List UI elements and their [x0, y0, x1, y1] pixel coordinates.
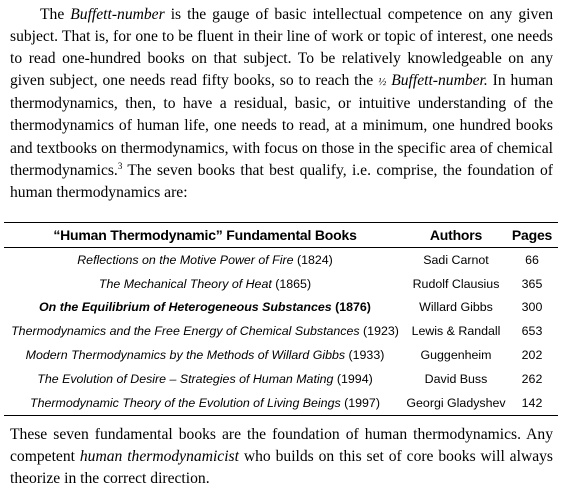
author-cell: Lewis & Randall	[411, 324, 501, 339]
book-title: Thermodynamic Theory of the Evolution of Living Beings	[30, 395, 341, 410]
book-year: (1824)	[296, 252, 333, 267]
table-row	[4, 343, 558, 367]
intro-text-3: In human thermodynamics, then, to have a residual, basic, or intuitive understanding of the thermodynamics of human life, one needs to read, at a minimum, one hundred books and textbooks on thermodynamics, with focus on those in the specific area of chemical thermodynamics.	[10, 72, 553, 179]
header-books: “Human Thermodynamic” Fundamental Books	[4, 223, 406, 248]
author-cell: Rudolf Clausius	[412, 276, 500, 291]
book-title: On the Equilibrium of Heterogeneous Substances	[39, 300, 332, 315]
author-cell: Willard Gibbs	[419, 300, 493, 315]
intro-text-1: The	[40, 6, 71, 23]
pages-cell: 202	[521, 348, 543, 363]
fundamental-books-table	[4, 222, 558, 416]
table-row	[4, 367, 558, 391]
header-authors: Authors	[406, 223, 506, 248]
author-cell: Sadi Carnot	[423, 252, 489, 267]
book-title-cell	[4, 272, 406, 296]
term-half-buffett-number: Buffett-number.	[391, 72, 488, 90]
pages-cell: 142	[506, 391, 558, 415]
pages-cell: 66	[525, 252, 539, 267]
term-human-thermodynamicist: human thermodynamicist	[79, 448, 239, 466]
pages-cell: 300	[521, 300, 543, 315]
table-row	[4, 391, 558, 415]
book-title: The Mechanical Theory of Heat	[98, 276, 272, 291]
book-title-cell	[4, 319, 406, 343]
pages-cell: 653	[521, 324, 543, 339]
pages-cell: 262	[521, 371, 543, 386]
book-title: Thermodynamics and the Free Energy of Chemical Substances	[11, 324, 360, 339]
outro-text-1: These seven fundamental books are the foundation of human thermodynamics. Any competent	[10, 426, 553, 466]
table-row	[4, 296, 558, 320]
conclusion-paragraph	[10, 424, 553, 490]
table-row	[4, 319, 558, 343]
table-row	[4, 272, 558, 296]
book-title: Modern Thermodynamics by the Methods of Willard Gibbs	[25, 348, 346, 363]
intro-text-4: The seven books that best qualify, i.e. comprise, the foundation of human thermodynamics are:	[10, 161, 553, 201]
book-year: (1865)	[275, 276, 312, 291]
book-year: (1923)	[363, 324, 399, 339]
author-cell: Guggenheim	[420, 348, 492, 363]
table-row	[4, 248, 558, 272]
intro-paragraph	[10, 4, 553, 204]
author-cell: David Buss	[424, 371, 488, 386]
book-year: (1933)	[348, 348, 385, 363]
book-title: The Evolution of Desire – Strategies of Human Mating	[37, 371, 334, 386]
author-cell: Georgi Gladyshev	[406, 391, 506, 415]
header-pages: Pages	[506, 223, 558, 248]
book-title: Reflections on the Motive Power of Fire	[77, 252, 294, 267]
book-year: (1994)	[336, 371, 373, 386]
footnote-marker: 3	[117, 160, 123, 171]
book-title-cell	[4, 391, 406, 415]
intro-text-2: is the gauge of basic intellectual competence on any given subject. That is, for one to be fluent in their line of work or topic of interest, one needs to read one-hundred books on that subject. To be relatively knowledgeable on any given subject, one needs read fifty books, so to reach the	[10, 6, 553, 90]
book-title-cell	[4, 296, 406, 320]
book-title-cell	[4, 248, 406, 272]
book-title-cell	[4, 367, 406, 391]
book-year: (1997)	[344, 395, 380, 410]
half-fraction: ½	[378, 76, 387, 89]
book-title-cell	[4, 343, 406, 367]
pages-cell: 365	[521, 276, 543, 291]
book-year: (1876)	[335, 300, 371, 315]
term-buffett-number: Buffett-number	[70, 6, 165, 23]
table-header-row	[4, 223, 558, 248]
outro-text-2: who builds on this set of core books will always theorize in the correct direction.	[10, 448, 553, 488]
